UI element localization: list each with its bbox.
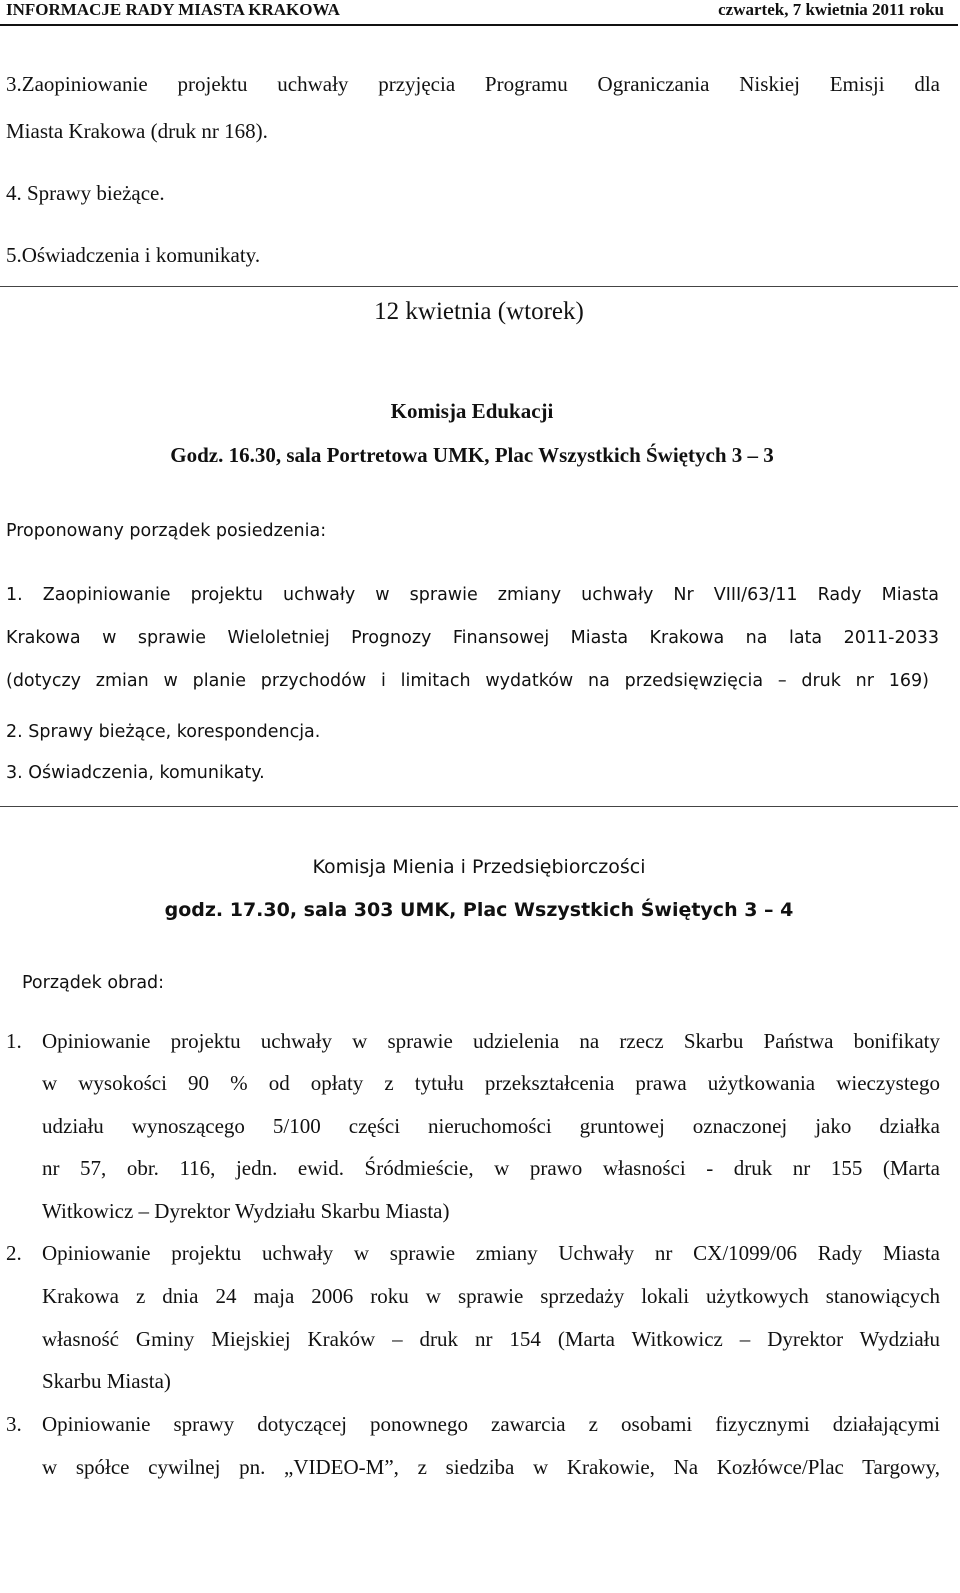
komisja-edukacji-item-2: 2. Sprawy bieżące, korespondencja.	[6, 722, 321, 742]
komisja-edukacji-item-1-line-2: Krakowa w sprawie Wieloletniej Prognozy Finansowej Miasta Krakowa na lata 2011-2033	[6, 628, 939, 648]
section-divider	[0, 806, 958, 807]
agenda-item-2-line-3: własność Gminy Miejskiej Kraków – druk nr 154 (Marta Witkowicz – Dyrektor Wydziału	[42, 1327, 940, 1351]
header-rule	[0, 24, 958, 26]
komisja-edukacji-item-3: 3. Oświadczenia, komunikaty.	[6, 763, 265, 783]
agenda-item-2-line-4: Skarbu Miasta)	[42, 1369, 171, 1393]
komisja-mienia-title: Komisja Mienia i Przedsiębiorczości	[312, 856, 646, 878]
agenda-item-number: 2.	[6, 1241, 22, 1265]
agenda-item-1-line-5: Witkowicz – Dyrektor Wydziału Skarbu Miasta)	[42, 1199, 450, 1223]
agenda-item-1-line-2: w wysokości 90 % od opłaty z tytułu przekształcenia prawa użytkowania wieczystego	[42, 1071, 940, 1095]
day-heading: 12 kwietnia (wtorek)	[374, 298, 584, 325]
komisja-mienia-place: godz. 17.30, sala 303 UMK, Plac Wszystkich Świętych 3 – 4	[164, 899, 794, 921]
agenda-item-2-line-1: Opiniowanie projektu uchwały w sprawie zmiany Uchwały nr CX/1099/06 Rady Miasta	[42, 1241, 940, 1265]
item-4: 4. Sprawy bieżące.	[6, 181, 165, 205]
komisja-edukacji-item-1-line-1: 1. Zaopiniowanie projektu uchwały w sprawie zmiany uchwały Nr VIII/63/11 Rady Miasta	[6, 585, 939, 605]
agenda-item-2-line-2: Krakowa z dnia 24 maja 2006 roku w sprawie sprzedaży lokali użytkowych stanowiących	[42, 1284, 940, 1308]
komisja-edukacji-item-1-line-3: (dotyczy zmian w planie przychodów i limitach wydatków na przedsięwzięcia – druk nr 169)	[6, 671, 929, 691]
agenda-item-1-line-3: udziału wynoszącego 5/100 części nieruchomości gruntowej oznaczonej jako działka	[42, 1114, 940, 1138]
komisja-edukacji-place: Godz. 16.30, sala Portretowa UMK, Plac Wszystkich Świętych 3 – 3	[170, 443, 774, 467]
agenda-item-1-line-4: nr 57, obr. 116, jedn. ewid. Śródmieście, w prawo własności - druk nr 155 (Marta	[42, 1156, 940, 1180]
item-5: 5.Oświadczenia i komunikaty.	[6, 243, 261, 267]
agenda-item-number: 1.	[6, 1029, 22, 1053]
komisja-edukacji-agenda-label: Proponowany porządek posiedzenia:	[6, 521, 327, 541]
agenda-item-1-line-1: Opiniowanie projektu uchwały w sprawie udzielenia na rzecz Skarbu Państwa bonifikaty	[42, 1029, 940, 1053]
komisja-edukacji-title: Komisja Edukacji	[390, 399, 554, 423]
agenda-item-number: 3.	[6, 1412, 22, 1436]
page-header	[0, 0, 960, 24]
header-title: INFORMACJE RADY MIASTA KRAKOWA	[6, 0, 340, 19]
agenda-item-3-line-1: Opiniowanie sprawy dotyczącej ponownego zawarcia z osobami fizycznymi działającymi	[42, 1412, 940, 1436]
header-date: czwartek, 7 kwietnia 2011 roku	[718, 0, 944, 19]
item-3-line-2: Miasta Krakowa (druk nr 168).	[6, 119, 268, 143]
section-divider	[0, 286, 958, 287]
komisja-mienia-agenda-label: Porządek obrad:	[22, 973, 165, 993]
agenda-item-3-line-2: w spółce cywilnej pn. „VIDEO-M”, z siedziba w Krakowie, Na Kozłówce/Plac Targowy,	[42, 1455, 940, 1479]
item-3-line-1: 3.Zaopiniowanie projektu uchwały przyjęcia Programu Ograniczania Niskiej Emisji dla	[6, 72, 940, 96]
